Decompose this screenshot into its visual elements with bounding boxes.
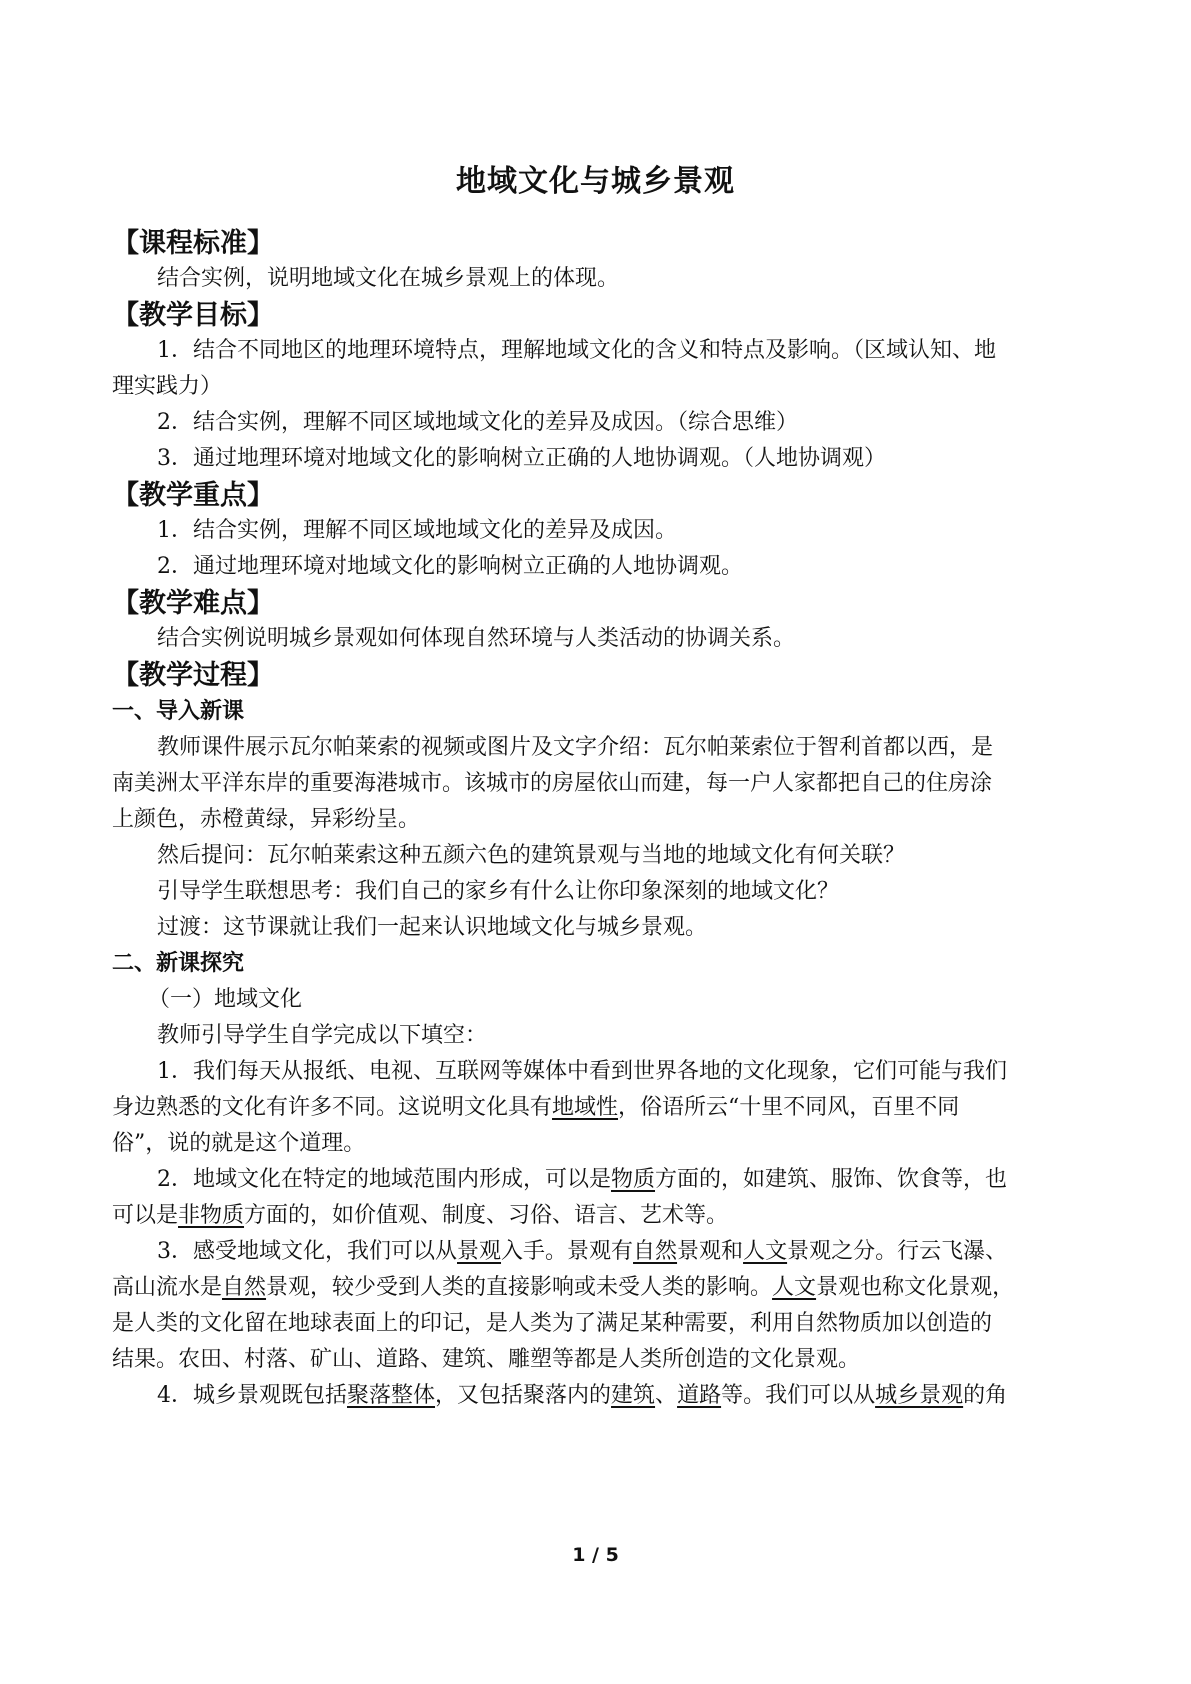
intro-question: 然后提问：瓦尔帕莱索这种五颜六色的建筑景观与当地的地域文化有何关联？ — [157, 843, 906, 868]
objective-3: 3．通过地理环境对地域文化的影响树立正确的人地协调观。（人地协调观） — [157, 446, 886, 471]
page-number: 1 / 5 — [572, 1544, 619, 1566]
fill-item-3-line-3: 是人类的文化留在地球表面上的印记，是人类为了满足某种需要，利用自然物质加以创造的 — [112, 1311, 993, 1336]
heading-teaching-process: 【教学过程】 — [112, 660, 274, 691]
answer-blank: 自然 — [633, 1239, 678, 1264]
difficulty-text: 结合实例说明城乡景观如何体现自然环境与人类活动的协调关系。 — [157, 626, 796, 651]
subheading-new-lesson: 二、新课探究 — [112, 951, 245, 976]
answer-blank: 建筑 — [611, 1383, 656, 1408]
fill-item-4-line-1: 4．城乡景观既包括聚落整体，又包括聚落内的建筑、道路等。我们可以从城乡景观的角 — [157, 1383, 1008, 1408]
heading-course-standard: 【课程标准】 — [112, 228, 274, 259]
objective-1-line-1: 1．结合不同地区的地理环境特点，理解地域文化的含义和特点及影响。（区域认知、地 — [157, 338, 996, 363]
document-title: 地域文化与城乡景观 — [456, 164, 735, 199]
answer-blank: 人文 — [772, 1275, 817, 1300]
fill-item-2-line-1: 2．地域文化在特定的地域范围内形成，可以是物质方面的，如建筑、服饰、饮食等，也 — [157, 1167, 1008, 1192]
heading-key-points: 【教学重点】 — [112, 480, 274, 511]
answer-blank: 非物质 — [178, 1203, 245, 1228]
intro-paragraph-line-3: 上颜色，赤橙黄绿，异彩纷呈。 — [112, 807, 421, 832]
fill-item-3-line-2: 高山流水是自然景观，较少受到人类的直接影响或未受人类的影响。人文景观也称文化景观， — [112, 1275, 1015, 1300]
key-point-2: 2．通过地理环境对地域文化的影响树立正确的人地协调观。 — [157, 554, 743, 579]
fill-item-1-line-2: 身边熟悉的文化有许多不同。这说明文化具有地域性，俗语所云“十里不同风，百里不同 — [112, 1095, 960, 1120]
answer-blank: 城乡景观 — [875, 1383, 964, 1408]
subsection-regional-culture: （一）地域文化 — [148, 987, 303, 1012]
answer-blank: 道路 — [677, 1383, 722, 1408]
answer-blank: 人文 — [743, 1239, 788, 1264]
fill-item-1-line-3: 俗”，说的就是这个道理。 — [112, 1131, 366, 1156]
answer-blank: 自然 — [222, 1275, 267, 1300]
fill-item-3-line-4: 结果。农田、村落、矿山、道路、建筑、雕塑等都是人类所创造的文化景观。 — [112, 1347, 861, 1372]
standard-text: 结合实例，说明地域文化在城乡景观上的体现。 — [157, 266, 620, 291]
fill-item-1-line-1: 1．我们每天从报纸、电视、互联网等媒体中看到世界各地的文化现象，它们可能与我们 — [157, 1059, 1007, 1084]
fill-item-3-line-1: 3．感受地域文化，我们可以从景观入手。景观有自然景观和人文景观之分。行云飞瀑、 — [157, 1239, 1008, 1264]
fill-item-2-line-2: 可以是非物质方面的，如价值观、制度、习俗、语言、艺术等。 — [112, 1203, 729, 1228]
objective-1-line-2: 理实践力） — [112, 374, 223, 399]
intro-transition: 过渡：这节课就让我们一起来认识地域文化与城乡景观。 — [157, 915, 708, 940]
self-study-intro: 教师引导学生自学完成以下填空： — [157, 1023, 488, 1048]
intro-paragraph-line-1: 教师课件展示瓦尔帕莱索的视频或图片及文字介绍：瓦尔帕莱索位于智利首都以西，是 — [157, 735, 994, 760]
answer-blank: 聚落整体 — [347, 1383, 436, 1408]
heading-teaching-objectives: 【教学目标】 — [112, 300, 274, 331]
intro-paragraph-line-2: 南美洲太平洋东岸的重要海港城市。该城市的房屋依山而建，每一户人家都把自己的住房涂 — [112, 771, 993, 796]
heading-difficulties: 【教学难点】 — [112, 588, 274, 619]
objective-2: 2．结合实例，理解不同区域地域文化的差异及成因。（综合思维） — [157, 410, 798, 435]
subheading-intro: 一、导入新课 — [112, 699, 245, 724]
answer-blank: 地域性 — [552, 1095, 619, 1120]
intro-guide: 引导学生联想思考：我们自己的家乡有什么让你印象深刻的地域文化？ — [157, 879, 840, 904]
answer-blank: 物质 — [611, 1167, 656, 1192]
key-point-1: 1．结合实例，理解不同区域地域文化的差异及成因。 — [157, 518, 677, 543]
answer-blank: 景观 — [457, 1239, 502, 1264]
